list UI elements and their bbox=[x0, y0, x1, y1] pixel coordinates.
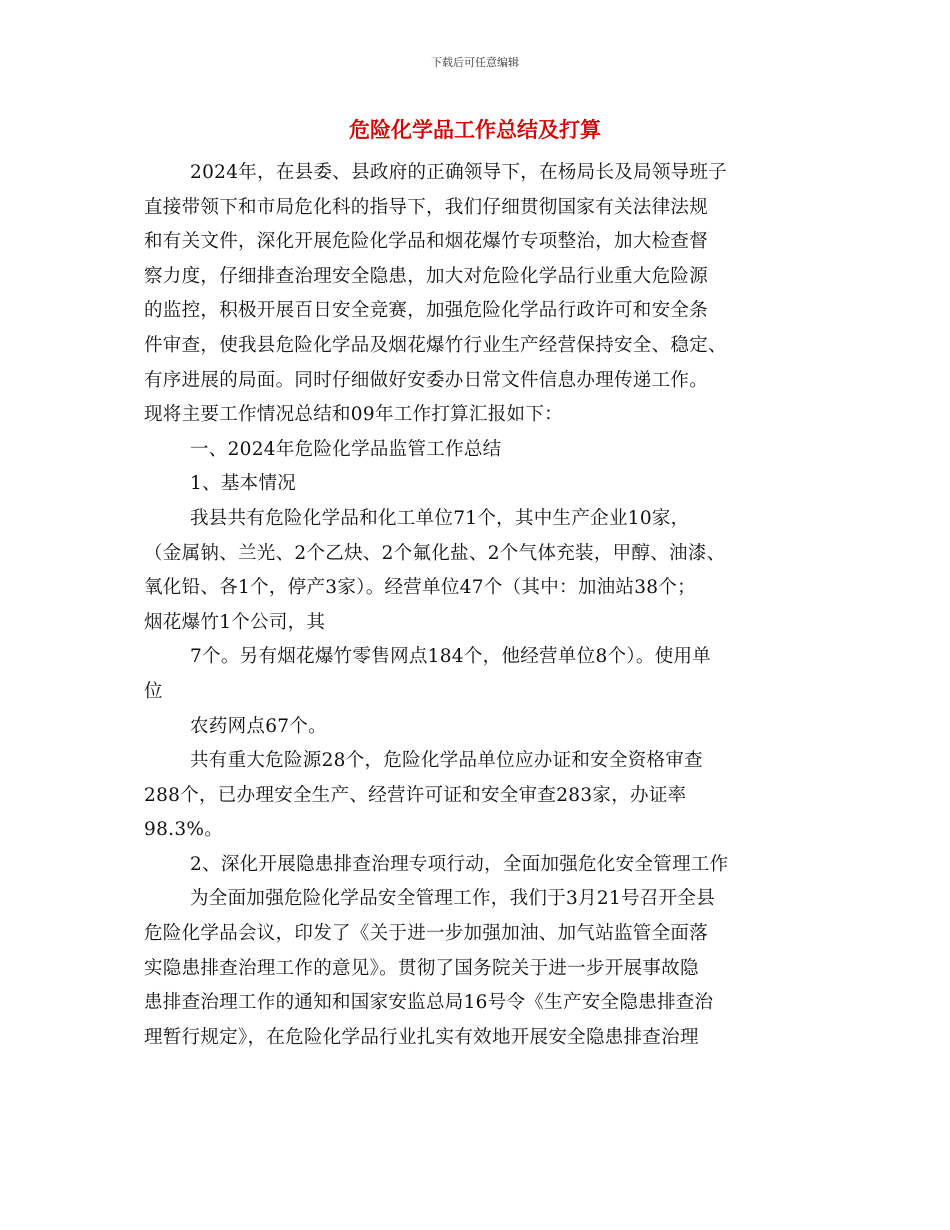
body-line: 有序进展的局面。同时仔细做好安委办日常文件信息办理传递工作。 bbox=[144, 369, 709, 391]
body-line: 件审查，使我县危险化学品及烟花爆竹行业生产经营保持安全、稳定、 bbox=[144, 334, 727, 356]
body-line: 位 bbox=[144, 680, 163, 702]
body-line: 察力度，仔细排查治理安全隐患，加大对危险化学品行业重大危险源 bbox=[144, 265, 709, 287]
body-line: 危险化学品会议，印发了《关于进一步加强加油、加气站监管全面落 bbox=[144, 923, 709, 945]
page-header: 下载后可任意编辑 bbox=[431, 56, 519, 69]
body-line: 1、基本情况 bbox=[190, 473, 297, 495]
body-line: 理暂行规定》，在危险化学品行业扎实有效地开展安全隐患排查治理 bbox=[144, 1026, 699, 1048]
body-line: 一、2024年危险化学品监管工作总结 bbox=[190, 438, 502, 460]
body-line: 直接带领下和市局危化科的指导下，我们仔细贯彻国家有关法律法规 bbox=[144, 196, 709, 218]
body-line: 患排查治理工作的通知和国家安监总局16号令《生产安全隐患排查治 bbox=[144, 992, 714, 1014]
body-line: 氧化铅、各1个，停产3家）。经营单位47个（其中：加油站38个； bbox=[144, 577, 696, 599]
document-body bbox=[144, 156, 814, 1055]
body-line: 和有关文件，深化开展危险化学品和烟花爆竹专项整治，加大检查督 bbox=[144, 231, 709, 253]
body-line: 我县共有危险化学品和化工单位71个，其中生产企业10家， bbox=[190, 507, 690, 529]
body-line: 共有重大危险源28个，危险化学品单位应办证和安全资格审查 bbox=[190, 750, 703, 772]
body-line: 农药网点67个。 bbox=[190, 715, 327, 737]
body-line: （金属钠、兰光、2个乙炔、2个氟化盐、2个气体充装，甲醇、油漆、 bbox=[144, 542, 726, 564]
body-line: 288个，已办理安全生产、经营许可证和安全审查283家，办证率 bbox=[144, 784, 687, 806]
body-line: 7个。另有烟花爆竹零售网点184个，他经营单位8个）。使用单 bbox=[190, 646, 712, 668]
body-line: 的监控，积极开展百日安全竞赛，加强危险化学品行政许可和安全条 bbox=[144, 300, 709, 322]
body-line: 98.3%。 bbox=[144, 819, 224, 841]
body-line: 为全面加强危险化学品安全管理工作，我们于3月21号召开全县 bbox=[190, 888, 716, 910]
body-line: 实隐患排查治理工作的意见》。贯彻了国务院关于进一步开展事故隐 bbox=[144, 957, 699, 979]
body-line: 2024年，在县委、县政府的正确领导下，在杨局长及局领导班子 bbox=[190, 162, 728, 183]
body-line: 现将主要工作情况总结和09年工作打算汇报如下： bbox=[144, 404, 563, 426]
document-title: 危险化学品工作总结及打算 bbox=[349, 118, 601, 142]
body-line: 2、深化开展隐患排查治理专项行动，全面加强危化安全管理工作 bbox=[190, 853, 729, 875]
body-line: 烟花爆竹1个公司，其 bbox=[144, 611, 326, 633]
